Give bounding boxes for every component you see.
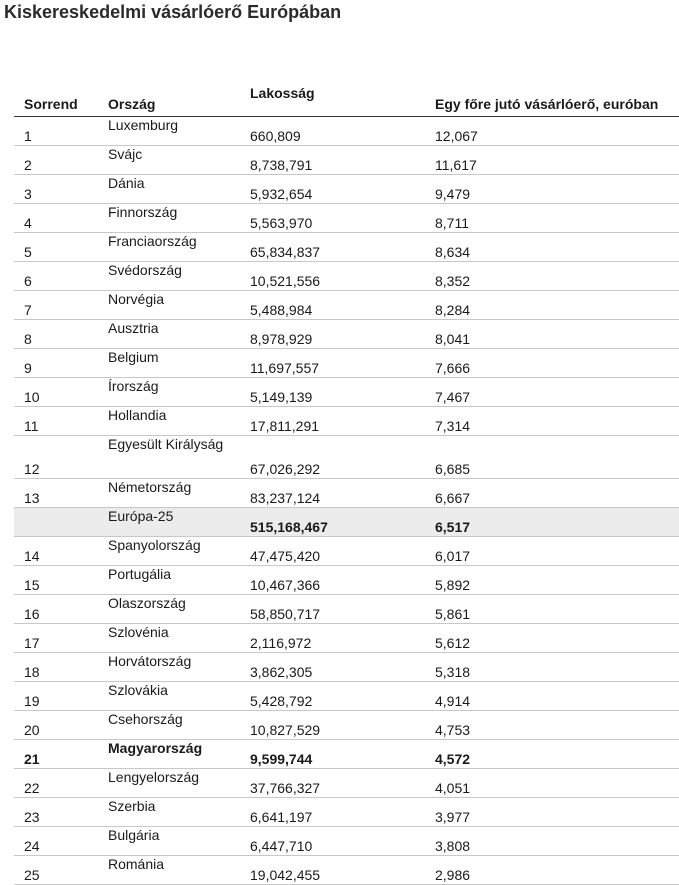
table-row — [14, 233, 679, 262]
purchasing-power-cell: 4,572 — [425, 740, 679, 769]
population-cell: 10,521,556 — [240, 262, 425, 291]
purchasing-power-cell: 8,352 — [425, 262, 679, 291]
purchasing-power-cell: 5,861 — [425, 595, 679, 624]
purchasing-power-cell: 6,017 — [425, 537, 679, 566]
purchasing-power-cell: 7,666 — [425, 349, 679, 378]
purchasing-power-cell: 3,977 — [425, 798, 679, 827]
population-cell: 58,850,717 — [240, 595, 425, 624]
table-row — [14, 436, 679, 479]
rank-cell — [14, 508, 98, 537]
purchasing-power-cell: 6,685 — [425, 436, 679, 479]
table-row — [14, 595, 679, 624]
country-cell: Írország — [98, 378, 240, 407]
country-cell: Lengyelország — [98, 769, 240, 798]
rank-cell: 12 — [14, 436, 98, 479]
table-row — [14, 262, 679, 291]
country-cell: Európa-25 — [98, 508, 240, 537]
population-cell: 660,809 — [240, 117, 425, 146]
country-cell: Magyarország — [98, 740, 240, 769]
country-cell: Norvégia — [98, 291, 240, 320]
population-cell: 10,467,366 — [240, 566, 425, 595]
country-cell: Finnország — [98, 204, 240, 233]
rank-cell: 22 — [14, 769, 98, 798]
population-cell: 5,932,654 — [240, 175, 425, 204]
purchasing-power-cell: 5,318 — [425, 653, 679, 682]
table-row — [14, 291, 679, 320]
rank-cell: 16 — [14, 595, 98, 624]
table-row-europe-average — [14, 508, 679, 537]
purchasing-power-cell: 5,612 — [425, 624, 679, 653]
population-cell: 6,447,710 — [240, 827, 425, 856]
table-row — [14, 682, 679, 711]
header-country: Ország — [98, 60, 240, 117]
table-header — [14, 60, 679, 117]
country-cell: Románia — [98, 856, 240, 885]
header-population: Lakosság — [240, 60, 425, 117]
rank-cell: 14 — [14, 537, 98, 566]
population-cell: 47,475,420 — [240, 537, 425, 566]
country-cell: Franciaország — [98, 233, 240, 262]
table-row — [14, 479, 679, 508]
purchasing-power-cell: 6,517 — [425, 508, 679, 537]
country-cell: Szerbia — [98, 798, 240, 827]
purchasing-power-cell: 7,314 — [425, 407, 679, 436]
country-cell: Horvátország — [98, 653, 240, 682]
country-cell: Hollandia — [98, 407, 240, 436]
table-row — [14, 320, 679, 349]
purchasing-power-cell: 4,914 — [425, 682, 679, 711]
country-cell: Dánia — [98, 175, 240, 204]
purchasing-power-cell: 4,051 — [425, 769, 679, 798]
population-cell: 515,168,467 — [240, 508, 425, 537]
purchasing-power-cell: 4,753 — [425, 711, 679, 740]
table-row — [14, 711, 679, 740]
population-cell: 8,978,929 — [240, 320, 425, 349]
rank-cell: 10 — [14, 378, 98, 407]
country-cell: Németország — [98, 479, 240, 508]
country-cell: Svájc — [98, 146, 240, 175]
country-cell: Ausztria — [98, 320, 240, 349]
page-title: Kiskereskedelmi vásárlóerő Európában — [4, 2, 342, 22]
rank-cell: 8 — [14, 320, 98, 349]
population-cell: 10,827,529 — [240, 711, 425, 740]
purchasing-power-cell: 6,667 — [425, 479, 679, 508]
country-cell: Szlovénia — [98, 624, 240, 653]
table-row — [14, 407, 679, 436]
population-cell: 6,641,197 — [240, 798, 425, 827]
table-row — [14, 146, 679, 175]
table-row — [14, 827, 679, 856]
population-cell: 8,738,791 — [240, 146, 425, 175]
rank-cell: 9 — [14, 349, 98, 378]
table-row — [14, 349, 679, 378]
purchasing-power-cell: 12,067 — [425, 117, 679, 146]
table-body — [14, 117, 679, 885]
population-cell: 9,599,744 — [240, 740, 425, 769]
population-cell: 5,149,139 — [240, 378, 425, 407]
rank-cell: 23 — [14, 798, 98, 827]
rank-cell: 2 — [14, 146, 98, 175]
country-cell: Spanyolország — [98, 537, 240, 566]
table-row — [14, 769, 679, 798]
table-row — [14, 117, 679, 146]
country-cell: Olaszország — [98, 595, 240, 624]
country-cell: Belgium — [98, 349, 240, 378]
header-purchasing-power: Egy főre jutó vásárlóerő, euróban — [425, 60, 679, 117]
table-row — [14, 566, 679, 595]
country-cell: Egyesült Királyság — [98, 436, 240, 479]
country-cell: Bulgária — [98, 827, 240, 856]
population-cell: 3,862,305 — [240, 653, 425, 682]
table-row — [14, 204, 679, 233]
country-cell: Portugália — [98, 566, 240, 595]
table-row — [14, 175, 679, 204]
population-cell: 65,834,837 — [240, 233, 425, 262]
population-cell: 17,811,291 — [240, 407, 425, 436]
population-cell: 19,042,455 — [240, 856, 425, 885]
rank-cell: 18 — [14, 653, 98, 682]
population-cell: 5,428,792 — [240, 682, 425, 711]
rank-cell: 15 — [14, 566, 98, 595]
rank-cell: 17 — [14, 624, 98, 653]
population-cell: 11,697,557 — [240, 349, 425, 378]
purchasing-power-table — [14, 60, 679, 885]
table-row — [14, 653, 679, 682]
rank-cell: 3 — [14, 175, 98, 204]
rank-cell: 21 — [14, 740, 98, 769]
population-cell: 83,237,124 — [240, 479, 425, 508]
rank-cell: 20 — [14, 711, 98, 740]
rank-cell: 1 — [14, 117, 98, 146]
population-cell: 5,488,984 — [240, 291, 425, 320]
population-cell: 2,116,972 — [240, 624, 425, 653]
purchasing-power-cell: 11,617 — [425, 146, 679, 175]
table-row — [14, 378, 679, 407]
rank-cell: 6 — [14, 262, 98, 291]
table-row — [14, 798, 679, 827]
table-row-highlighted — [14, 740, 679, 769]
purchasing-power-cell: 8,284 — [425, 291, 679, 320]
rank-cell: 4 — [14, 204, 98, 233]
header-row — [14, 60, 679, 117]
table-row — [14, 856, 679, 885]
country-cell: Csehország — [98, 711, 240, 740]
purchasing-power-cell: 2,986 — [425, 856, 679, 885]
country-cell: Luxemburg — [98, 117, 240, 146]
purchasing-power-cell: 5,892 — [425, 566, 679, 595]
rank-cell: 25 — [14, 856, 98, 885]
purchasing-power-cell: 7,467 — [425, 378, 679, 407]
rank-cell: 11 — [14, 407, 98, 436]
table-row — [14, 537, 679, 566]
rank-cell: 7 — [14, 291, 98, 320]
purchasing-power-cell: 8,041 — [425, 320, 679, 349]
country-cell: Szlovákia — [98, 682, 240, 711]
table-row — [14, 624, 679, 653]
purchasing-power-cell: 3,808 — [425, 827, 679, 856]
country-cell: Svédország — [98, 262, 240, 291]
population-cell: 67,026,292 — [240, 436, 425, 479]
purchasing-power-cell: 8,711 — [425, 204, 679, 233]
purchasing-power-cell: 8,634 — [425, 233, 679, 262]
rank-cell: 13 — [14, 479, 98, 508]
purchasing-power-cell: 9,479 — [425, 175, 679, 204]
population-cell: 37,766,327 — [240, 769, 425, 798]
header-rank: Sorrend — [14, 60, 98, 117]
rank-cell: 5 — [14, 233, 98, 262]
population-cell: 5,563,970 — [240, 204, 425, 233]
rank-cell: 24 — [14, 827, 98, 856]
rank-cell: 19 — [14, 682, 98, 711]
